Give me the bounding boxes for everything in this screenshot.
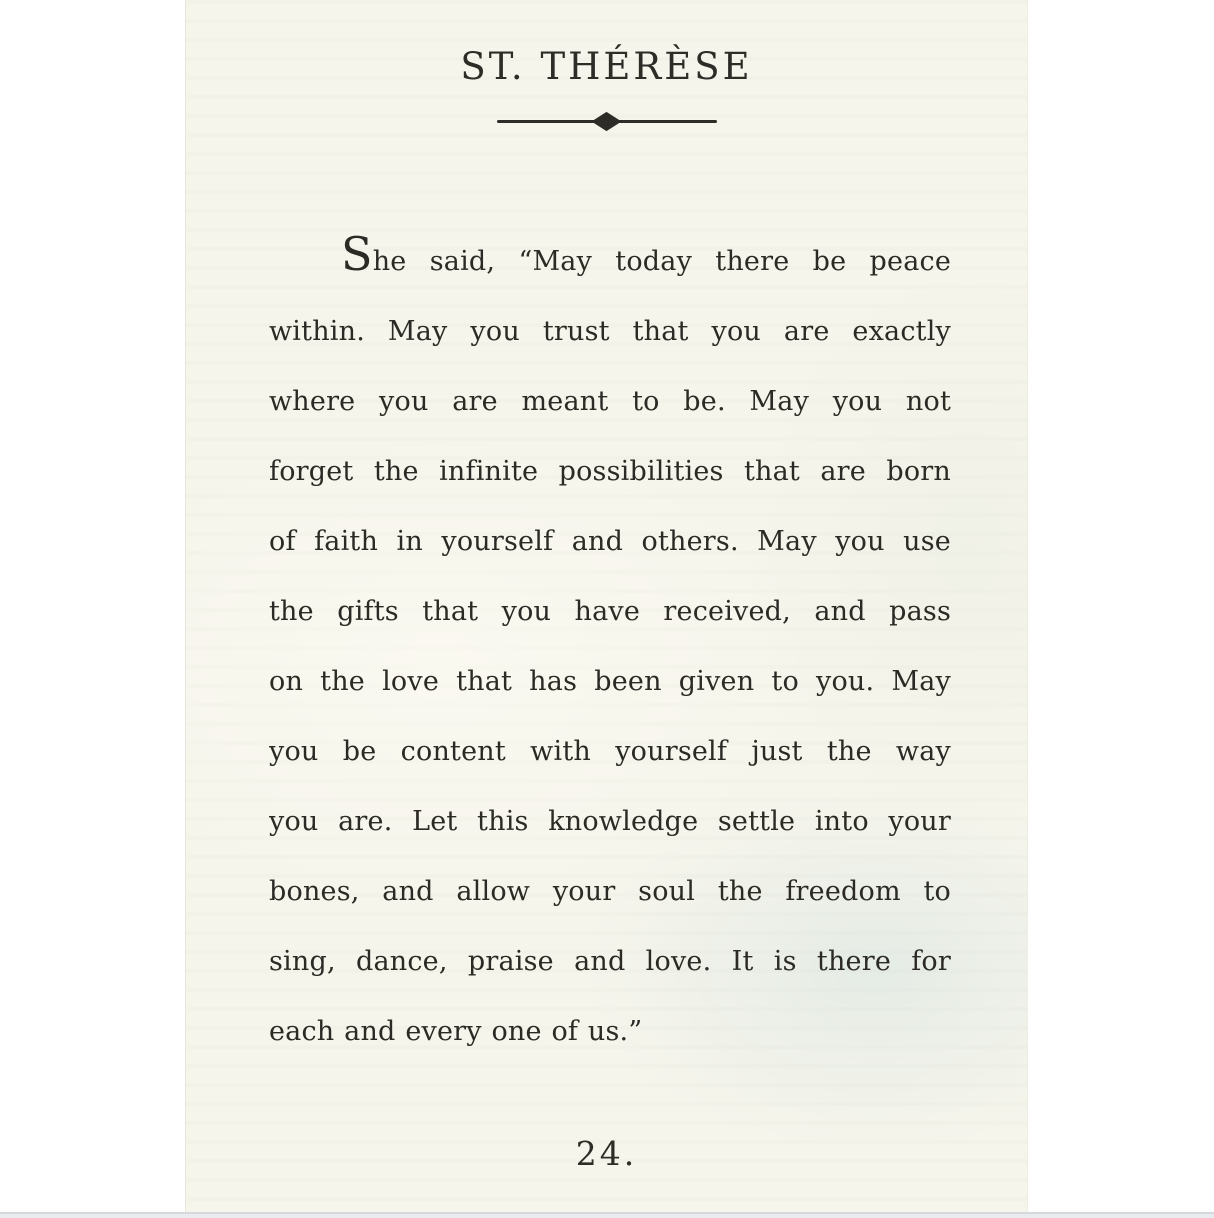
bottom-edge-line [0, 1212, 1214, 1218]
quote-line: each and every one of us.” [269, 1016, 643, 1047]
quote-line: where you are meant to be. May you not [269, 386, 951, 417]
divider-line-right [612, 120, 717, 123]
divider-line-left [497, 120, 602, 123]
diamond-icon [591, 111, 621, 130]
quote-line: within. May you trust that you are exactly [269, 316, 951, 347]
quote-line: She said, “May today there be peace [341, 227, 951, 281]
quote-line: you are. Let this knowledge settle into your [269, 806, 951, 837]
quote-line: bones, and allow your soul the freedom to [269, 876, 951, 907]
quote-line: on the love that has been given to you. May [269, 666, 951, 697]
page-title: ST. THÉRÈSE [460, 45, 753, 88]
quote-line: forget the infinite possibilities that are born [269, 456, 951, 487]
ornament-divider [497, 106, 717, 136]
quote-line: of faith in yourself and others. May you use [269, 526, 951, 557]
book-page [185, 0, 1028, 1212]
quote-line: you be content with yourself just the way [269, 736, 951, 767]
quote-line: sing, dance, praise and love. It is there for [269, 946, 951, 977]
quote-line: the gifts that you have received, and pass [269, 596, 951, 627]
quote-text [269, 227, 951, 1067]
page-number: 24. [575, 1134, 638, 1173]
